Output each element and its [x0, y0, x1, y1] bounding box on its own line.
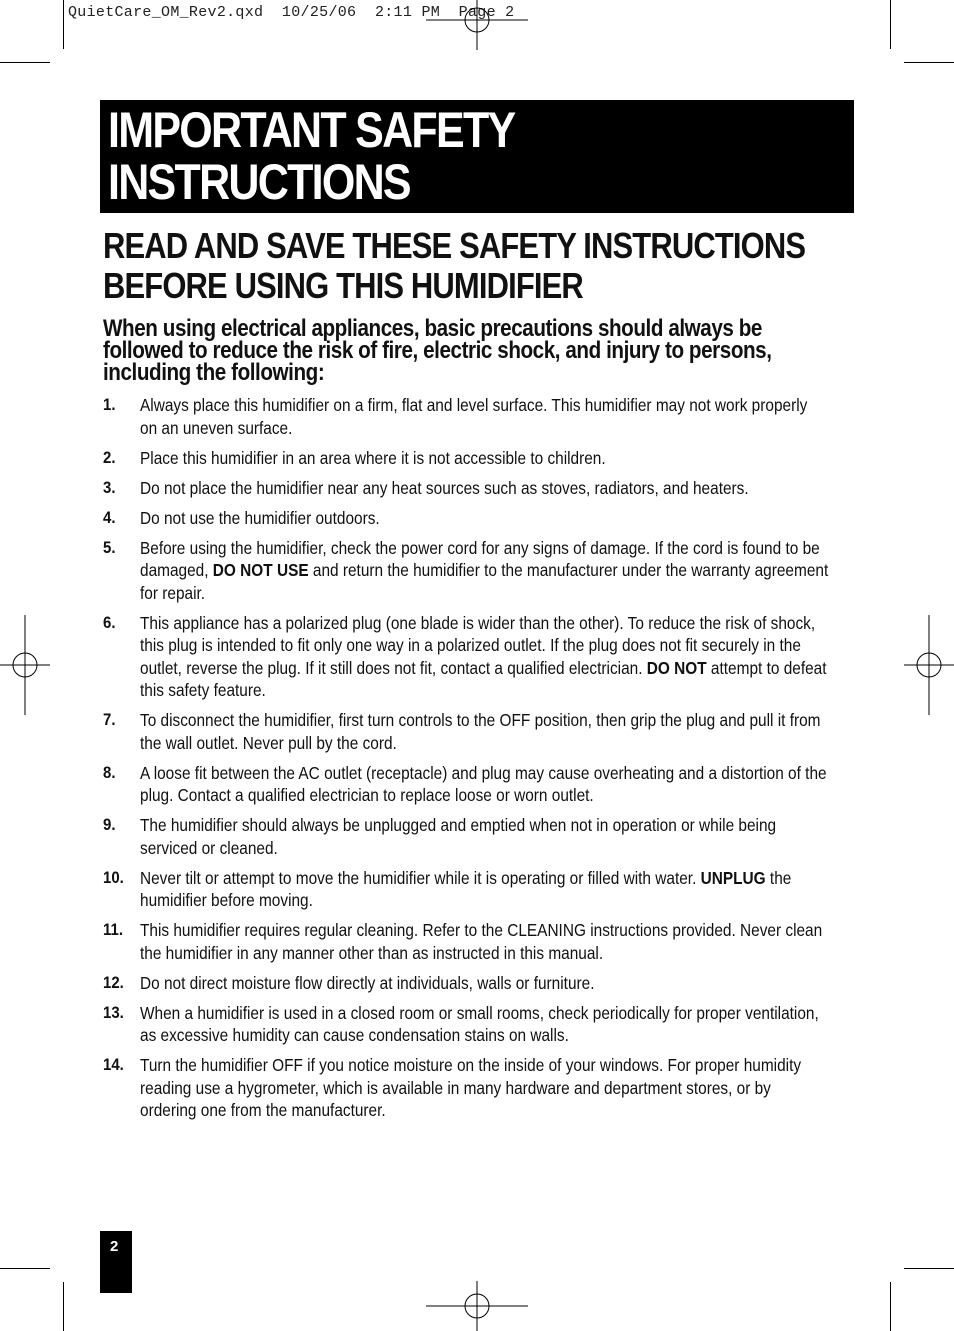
- item-line: When a humidifier is used in a closed room or small rooms, check periodically for proper ventilation,: [140, 1002, 819, 1023]
- item-text: [140, 447, 857, 470]
- item-line: humidifier before moving.: [140, 890, 313, 910]
- item-line: Always place this humidifier on a firm, flat and level surface. This humidifier may not work properly: [140, 395, 808, 415]
- crop-mark: [904, 62, 954, 63]
- list-item: [103, 612, 863, 702]
- intro-line-3: including the following:: [103, 359, 325, 386]
- item-line: plug. Contact a qualified electrician to replace loose or worn outlet.: [140, 785, 594, 805]
- intro-line-1: When using electrical appliances, basic precautions should always be: [103, 315, 762, 342]
- registration-mark-icon: [0, 615, 50, 715]
- list-item: [103, 477, 863, 500]
- item-line: as excessive humidity can cause condensation stains on walls.: [140, 1025, 569, 1045]
- subheading-line-2: BEFORE USING THIS HUMIDIFIER: [103, 265, 583, 306]
- page-number-tab: [100, 1231, 132, 1293]
- item-line: This humidifier requires regular cleaning. Refer to the CLEANING instructions provided. Never clean: [140, 920, 823, 940]
- item-number: 9.: [103, 815, 116, 834]
- item-text: [140, 919, 857, 964]
- emphasis-text: UNPLUG: [700, 867, 766, 888]
- item-text: [140, 507, 857, 530]
- item-text: [140, 867, 857, 912]
- crop-mark: [63, 0, 64, 49]
- item-text-run: the: [765, 867, 792, 888]
- item-line: Place this humidifier in an area where it is not accessible to children.: [140, 447, 606, 468]
- item-text: [140, 612, 857, 702]
- list-item: [103, 762, 863, 807]
- item-line: Do not place the humidifier near any heat sources such as stoves, radiators, and heaters.: [140, 477, 749, 498]
- crop-mark: [63, 1282, 64, 1331]
- list-item: [103, 919, 863, 964]
- item-text: [140, 709, 857, 754]
- item-number: 3.: [103, 477, 116, 497]
- item-line: This appliance has a polarized plug (one blade is wider than the other). To reduce the risk of shock,: [140, 612, 816, 633]
- crop-mark: [0, 62, 50, 63]
- item-line: Turn the humidifier OFF if you notice moisture on the inside of your windows. For proper humidity: [140, 1055, 802, 1075]
- item-line: reading use a hygrometer, which is available in many hardware and department stores, or by: [140, 1077, 771, 1098]
- item-line: [140, 657, 857, 680]
- list-item: [103, 1002, 863, 1047]
- registration-mark-icon: [426, 0, 528, 50]
- item-number: 1.: [103, 395, 116, 414]
- item-number: 5.: [103, 537, 116, 557]
- item-line: A loose fit between the AC outlet (receptacle) and plug may cause overheating and a distortion of the: [140, 762, 827, 783]
- crop-mark: [890, 1282, 891, 1331]
- item-line: To disconnect the humidifier, first turn controls to the OFF position, then grip the plug and pull it from: [140, 710, 821, 730]
- item-line: The humidifier should always be unplugged and emptied when not in operation or while being: [140, 815, 777, 835]
- item-line: the wall outlet. Never pull by the cord.: [140, 732, 397, 753]
- crop-mark: [0, 1268, 50, 1269]
- crop-mark: [904, 1268, 954, 1269]
- item-number: 12.: [103, 972, 124, 992]
- item-line: Do not direct moisture flow directly at individuals, walls or furniture.: [140, 972, 595, 993]
- crop-mark: [890, 0, 891, 49]
- safety-instructions-list: [103, 394, 863, 1129]
- registration-mark-icon: [426, 1281, 528, 1331]
- list-item: [103, 394, 863, 439]
- list-item: [103, 972, 863, 995]
- print-slug: QuietCare_OM_Rev2.qxd 10/25/06 2:11 PM Page 2: [68, 4, 515, 21]
- page-title-line-2: INSTRUCTIONS: [108, 154, 410, 210]
- item-line: Do not use the humidifier outdoors.: [140, 507, 380, 528]
- item-number: 4.: [103, 507, 116, 527]
- item-line: this plug is intended to fit only one way in a polarized outlet. If the plug does not fit securely in the: [140, 635, 801, 655]
- item-line: the humidifier in any manner other than as instructed in this manual.: [140, 942, 604, 963]
- item-number: 6.: [103, 612, 116, 632]
- item-text-run: and return the humidifier to the manufacturer under the warranty agreement: [308, 560, 829, 580]
- list-item: [103, 537, 863, 605]
- item-line: on an uneven surface.: [140, 417, 293, 438]
- item-number: 13.: [103, 1002, 124, 1022]
- registration-mark-icon: [904, 615, 954, 715]
- item-text-run: damaged,: [140, 560, 213, 580]
- subheading-line-1: READ AND SAVE THESE SAFETY INSTRUCTIONS: [103, 225, 806, 266]
- list-item: [103, 867, 863, 912]
- item-line: serviced or cleaned.: [140, 837, 278, 858]
- item-number: 7.: [103, 710, 116, 729]
- list-item: [103, 814, 863, 859]
- item-text: [140, 537, 857, 605]
- item-number: 10.: [103, 867, 124, 887]
- item-text-run: outlet, reverse the plug. If it still does not fit, contact a qualified electrician.: [140, 657, 647, 678]
- item-number: 11.: [103, 920, 123, 939]
- item-text: [140, 762, 857, 807]
- item-text: [140, 1054, 857, 1122]
- subheading: [103, 225, 806, 306]
- item-line: [140, 559, 857, 582]
- item-line: this safety feature.: [140, 680, 266, 700]
- list-item: [103, 447, 863, 470]
- emphasis-text: DO NOT USE: [212, 560, 309, 580]
- intro-paragraph: [103, 315, 808, 386]
- item-number: 2.: [103, 447, 116, 467]
- list-item: [103, 507, 863, 530]
- item-text: [140, 477, 857, 500]
- emphasis-text: DO NOT: [646, 657, 707, 678]
- item-line: Before using the humidifier, check the power cord for any signs of damage. If the cord is found to be: [140, 537, 820, 558]
- item-line: [140, 867, 857, 890]
- item-text: [140, 972, 857, 995]
- page-title-line-1: IMPORTANT SAFETY: [108, 102, 515, 158]
- item-line: for repair.: [140, 582, 206, 603]
- item-text-run: Never tilt or attempt to move the humidifier while it is operating or filled with water.: [140, 867, 701, 888]
- list-item: [103, 1054, 863, 1122]
- intro-line-2: followed to reduce the risk of fire, electric shock, and injury to persons,: [103, 337, 772, 364]
- item-text: [140, 814, 857, 859]
- item-number: 8.: [103, 762, 116, 782]
- item-text: [140, 394, 857, 439]
- list-item: [103, 709, 863, 754]
- item-text: [140, 1002, 857, 1047]
- item-number: 14.: [103, 1055, 124, 1074]
- page-number: 2: [110, 1238, 119, 1255]
- item-text-run: attempt to defeat: [706, 657, 827, 678]
- item-line: ordering one from the manufacturer.: [140, 1100, 386, 1120]
- title-banner: [100, 100, 854, 213]
